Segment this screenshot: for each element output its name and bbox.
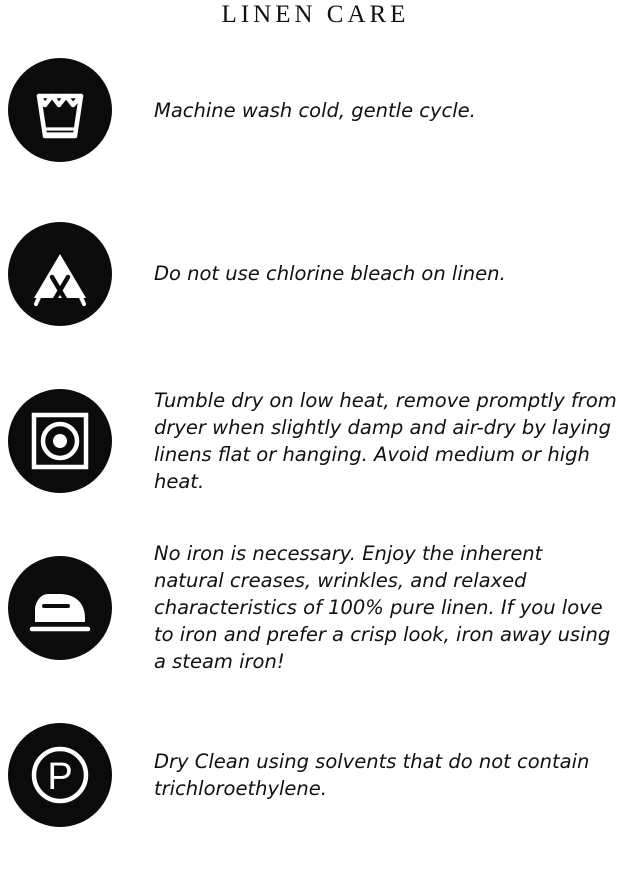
care-instruction-list [0, 30, 631, 858]
dry-clean-p-icon [8, 723, 112, 827]
icon-cell [8, 556, 112, 660]
list-item [0, 30, 631, 190]
care-instruction-text: Tumble dry on low heat, remove promptly from dryer when slightly damp and air-dry by laying linens flat or hanging. Avoid medium or high heat. [154, 388, 617, 493]
icon-cell [8, 723, 112, 827]
care-instruction-text: Do not use chlorine bleach on linen. [154, 262, 506, 285]
care-instruction-text: Dry Clean using solvents that do not contain trichloroethylene. [154, 749, 590, 800]
text-cell [112, 97, 621, 124]
icon-cell [8, 58, 112, 162]
list-item [0, 524, 631, 691]
care-instruction-text: Machine wash cold, gentle cycle. [154, 98, 476, 122]
icon-cell [8, 389, 112, 493]
icon-cell [8, 222, 112, 326]
text-cell [112, 387, 621, 495]
do-not-bleach-icon [8, 222, 112, 326]
list-item [0, 190, 631, 357]
svg-text:P: P [47, 755, 73, 798]
iron-icon [8, 556, 112, 660]
text-cell [112, 540, 621, 675]
tumble-dry-low-icon [8, 389, 112, 493]
text-cell [112, 260, 621, 287]
care-instruction-text: No iron is necessary. Enjoy the inherent natural creases, wrinkles, and relaxed characteristics of 100% pure linen. If you love to iron and prefer a crisp look, iron away using a steam iron! [154, 542, 611, 673]
text-cell [112, 748, 621, 802]
list-item [0, 357, 631, 524]
page-title: LINEN CARE [221, 1, 410, 28]
machine-wash-icon [8, 58, 112, 162]
list-item [0, 691, 631, 858]
